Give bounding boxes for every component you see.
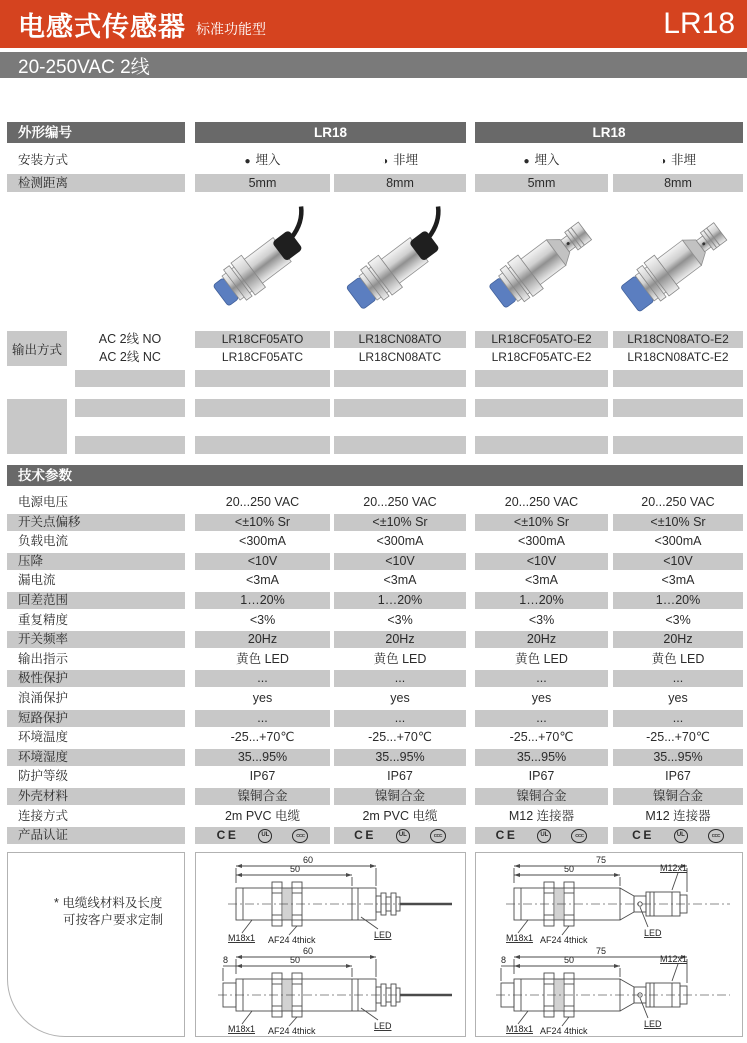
param-value: -25...+70℃ [509, 730, 574, 745]
main-content [7, 122, 743, 1037]
model-number: LR18CN08ATO-E2 [613, 331, 743, 348]
tech-params-table [7, 494, 743, 844]
mounting-option [475, 151, 608, 169]
empty-cell [475, 399, 608, 417]
certification-cell [195, 827, 330, 844]
model-number: LR18CF05ATO-E2 [475, 331, 608, 348]
output-type-label: AC 2线 NO [98, 332, 162, 346]
empty-cell [475, 436, 608, 454]
dim-tip: 8 [501, 954, 507, 965]
empty-cell [334, 436, 466, 454]
param-label: 极性保护 [7, 670, 185, 687]
dim-body: 50 [564, 954, 575, 965]
flush-icon: ● [244, 156, 251, 167]
param-label: 电源电压 [18, 495, 69, 509]
nut-label: AF24 4thick [540, 935, 588, 944]
param-value: 35...95% [334, 749, 466, 766]
empty-cell [75, 370, 185, 387]
param-value: IP67 [528, 769, 555, 784]
sensor-photo-connector-flush [475, 194, 608, 330]
non-flush-icon: ◑ [659, 156, 667, 167]
param-value: <300mA [239, 534, 286, 549]
ccc-mark-text: CCC [711, 833, 720, 839]
ul-mark-text: UL [261, 832, 270, 839]
sensor-image [476, 194, 608, 330]
dim-total: 75 [596, 945, 607, 956]
param-value: ... [334, 670, 466, 687]
param-row [7, 533, 743, 550]
ccc-mark-text: CCC [575, 833, 584, 839]
param-value: M12 连接器 [508, 808, 575, 823]
param-value: <10V [613, 553, 743, 570]
param-value: 20...250 VAC [504, 495, 579, 509]
param-value: M12 连接器 [645, 808, 711, 823]
mounting-option-label: 非埋 [393, 153, 419, 167]
ccc-mark-icon [708, 829, 724, 843]
param-value: 1…20% [475, 592, 608, 609]
param-value: <3% [665, 612, 691, 627]
sensor-photo-cable-nonflush [334, 194, 466, 330]
output-type-label: AC 2线 NC [99, 349, 161, 364]
param-row [7, 651, 743, 668]
sensor-image [198, 194, 328, 330]
param-value: <10V [475, 553, 608, 570]
param-row [7, 670, 743, 687]
param-label: 压降 [7, 553, 185, 570]
note-box [7, 852, 185, 1037]
spec-banner-text: 20-250VAC 2线 [18, 56, 150, 78]
output-section [7, 331, 743, 455]
led-label: LED [373, 1020, 392, 1031]
param-value: <300mA [518, 534, 565, 549]
param-label: 负载电流 [18, 534, 69, 549]
param-value: 1…20% [195, 592, 330, 609]
distance-label: 检测距离 [7, 174, 185, 192]
note-line-2: 可按客户要求定制 [63, 913, 164, 928]
param-row [7, 553, 743, 570]
output-label: 输出方式 [7, 331, 67, 366]
ce-mark-icon: CE [632, 828, 654, 843]
param-label: 环境温度 [18, 730, 69, 745]
thread-label: M18x1 [227, 933, 255, 944]
mounting-option [195, 151, 330, 169]
param-row [7, 808, 743, 825]
sensor-photo-connector-nonflush [613, 194, 743, 330]
dim-total: 75 [596, 855, 607, 866]
param-value: <3% [387, 612, 413, 627]
param-value: IP67 [387, 769, 413, 784]
param-value: 20...250 VAC [641, 495, 715, 509]
param-row [7, 572, 743, 589]
model-number: LR18CN08ATO [334, 331, 466, 348]
footer-boxes [7, 852, 743, 1037]
empty-cell [613, 370, 743, 387]
ce-mark-icon: CE [354, 828, 376, 843]
ul-mark-text: UL [676, 832, 685, 839]
param-label: 开关频率 [7, 631, 185, 648]
param-value: 黄色 LED [651, 651, 705, 666]
note-line-1: * 电缆线材料及长度 [54, 896, 163, 911]
mounting-row [7, 151, 743, 169]
ce-mark-icon: CE [216, 828, 239, 843]
param-value: yes [390, 690, 410, 705]
connector-thread-label: M12x1 [660, 863, 688, 874]
ccc-mark-icon [292, 829, 308, 843]
param-value: 镍铜合金 [334, 788, 466, 805]
output-row-empty [75, 399, 743, 417]
ce-mark-icon: CE [495, 828, 518, 843]
param-label: 连接方式 [18, 808, 69, 823]
empty-cell [75, 399, 185, 417]
selection-header-row [7, 122, 743, 143]
nut-label: AF24 4thick [540, 1025, 588, 1034]
mounting-option-label: 埋入 [534, 153, 560, 167]
param-value: 35...95% [475, 749, 608, 766]
distance-row [7, 174, 743, 192]
ul-mark-icon [258, 829, 272, 843]
non-flush-icon: ◑ [381, 156, 389, 167]
param-row [7, 592, 743, 609]
connector-drawing-box [475, 852, 743, 1037]
empty-cell [75, 436, 185, 454]
ul-mark-icon [537, 829, 551, 843]
header-bar [0, 0, 747, 48]
ul-mark-text: UL [398, 832, 407, 839]
sensor-photo-cable-flush [195, 194, 330, 330]
param-value: 2m PVC 电缆 [362, 808, 438, 823]
param-value: 1…20% [613, 592, 743, 609]
param-value: 20Hz [475, 631, 608, 648]
series-header-1: LR18 [195, 122, 466, 143]
dimension-drawing-connector-flush [484, 855, 734, 943]
product-image-row [7, 192, 743, 331]
param-label: 开关点偏移 [7, 514, 185, 531]
empty-cell [195, 370, 330, 387]
dim-body: 50 [289, 864, 300, 875]
model-number: LR18CN08ATC-E2 [627, 349, 729, 364]
distance-value: 8mm [334, 174, 466, 192]
param-value: <3mA [524, 573, 558, 588]
param-value: 20...250 VAC [363, 495, 437, 509]
shape-header: 外形编号 [7, 122, 185, 143]
param-value: ... [334, 710, 466, 727]
dim-body: 50 [564, 864, 575, 875]
param-value: 20Hz [613, 631, 743, 648]
param-value: 2m PVC 电缆 [224, 808, 300, 823]
ul-mark-icon [674, 829, 688, 843]
param-value: 1…20% [334, 592, 466, 609]
param-value: IP67 [665, 769, 691, 784]
certification-cell [475, 827, 608, 844]
param-value: 镍铜合金 [475, 788, 608, 805]
empty-cell [195, 436, 330, 454]
param-value: 20Hz [334, 631, 466, 648]
led-label: LED [644, 928, 662, 939]
mounting-option [613, 151, 743, 169]
ccc-mark-text: CCC [433, 833, 442, 839]
param-label: 短路保护 [7, 710, 185, 727]
distance-value: 8mm [613, 174, 743, 192]
led-label: LED [644, 1018, 662, 1029]
param-row [7, 494, 743, 511]
param-value: -25...+70℃ [368, 730, 432, 745]
param-value: 20...250 VAC [225, 495, 300, 509]
param-value: ... [613, 670, 743, 687]
dimension-drawing-cable-flush [206, 855, 456, 943]
model-number: LR18CN08ATC [358, 349, 442, 364]
param-value: <3% [528, 612, 555, 627]
param-value: 镍铜合金 [195, 788, 330, 805]
param-label: 产品认证 [7, 827, 185, 844]
mounting-label: 安装方式 [18, 153, 69, 167]
param-value: 黄色 LED [236, 651, 289, 666]
param-value: <300mA [654, 534, 702, 549]
param-value: yes [252, 690, 273, 705]
param-value: ... [475, 710, 608, 727]
empty-cell [334, 399, 466, 417]
param-value: <3mA [245, 573, 279, 588]
mounting-option-label: 非埋 [671, 153, 697, 167]
param-value: <±10% Sr [475, 514, 608, 531]
param-value: 35...95% [195, 749, 330, 766]
param-value: ... [475, 670, 608, 687]
param-value: <3mA [661, 573, 695, 588]
param-value: <±10% Sr [613, 514, 743, 531]
param-value: 黄色 LED [373, 651, 427, 666]
param-row [7, 710, 743, 727]
ul-mark-icon [396, 829, 410, 843]
param-value: -25...+70℃ [230, 730, 295, 745]
param-row [7, 690, 743, 707]
param-value: <±10% Sr [334, 514, 466, 531]
output-row-empty [75, 436, 743, 454]
param-row [7, 768, 743, 785]
connector-thread-label: M12x1 [660, 953, 688, 964]
thread-label: M18x1 [506, 1023, 534, 1034]
param-value: yes [531, 690, 552, 705]
dim-total: 60 [302, 855, 313, 866]
param-row [7, 729, 743, 746]
nut-label: AF24 4thick [267, 1025, 316, 1034]
certification-cell [334, 827, 466, 844]
spec-banner [0, 52, 747, 78]
param-value: ... [195, 710, 330, 727]
distance-value: 5mm [195, 174, 330, 192]
param-label: 防护等级 [18, 769, 69, 784]
page-subtitle: 标准功能型 [196, 21, 266, 37]
empty-label-cell [7, 399, 67, 454]
param-value: IP67 [249, 769, 276, 784]
param-row [7, 749, 743, 766]
param-value: <3% [249, 612, 276, 627]
param-value: 35...95% [613, 749, 743, 766]
model-number: LR18CF05ATC-E2 [491, 349, 592, 364]
param-value: 20Hz [195, 631, 330, 648]
param-value: <300mA [376, 534, 424, 549]
certification-cell [613, 827, 743, 844]
param-row [7, 631, 743, 648]
param-row [7, 788, 743, 805]
param-label: 环境湿度 [7, 749, 185, 766]
sensor-image [335, 194, 465, 330]
dim-total: 60 [302, 945, 313, 956]
param-label: 浪涌保护 [18, 690, 69, 705]
mounting-option [334, 151, 466, 169]
cable-drawing-box [195, 852, 466, 1037]
flush-icon: ● [523, 156, 530, 167]
empty-cell [195, 399, 330, 417]
param-value: ... [195, 670, 330, 687]
param-label: 外壳材料 [7, 788, 185, 805]
model-number: LR18CF05ATC [221, 349, 304, 364]
series-label: LR18 [663, 7, 735, 40]
ccc-mark-icon [571, 829, 587, 843]
nut-label: AF24 4thick [267, 935, 316, 944]
param-value: 镍铜合金 [613, 788, 743, 805]
param-label: 重复精度 [18, 612, 69, 627]
param-value: <10V [195, 553, 330, 570]
param-value: 黄色 LED [515, 651, 568, 666]
page-title: 电感式传感器 [18, 11, 186, 42]
dim-tip: 8 [222, 954, 228, 965]
param-row [7, 612, 743, 629]
led-label: LED [373, 930, 392, 941]
dim-body: 50 [289, 954, 300, 965]
param-value: <±10% Sr [195, 514, 330, 531]
dimension-drawing-connector-nonflush [484, 946, 734, 1034]
ccc-mark-icon [430, 829, 446, 843]
dimension-drawing-cable-nonflush [206, 946, 456, 1034]
thread-label: M18x1 [227, 1023, 255, 1034]
param-label: 回差范围 [7, 592, 185, 609]
model-number: LR18CF05ATO [195, 331, 330, 348]
param-value: <10V [334, 553, 466, 570]
param-label: 输出指示 [18, 651, 69, 666]
ccc-mark-text: CCC [296, 833, 305, 839]
param-row [7, 514, 743, 531]
sensor-image [613, 194, 743, 330]
param-value: ... [613, 710, 743, 727]
param-value: -25...+70℃ [646, 730, 710, 745]
param-value: yes [668, 690, 688, 705]
empty-cell [613, 436, 743, 454]
output-row-empty [75, 370, 743, 387]
mounting-option-label: 埋入 [255, 153, 281, 167]
series-header-2: LR18 [475, 122, 743, 143]
param-value: <3mA [383, 573, 417, 588]
output-row-nc [75, 349, 743, 366]
empty-cell [613, 399, 743, 417]
distance-value: 5mm [475, 174, 608, 192]
param-row-certification [7, 827, 743, 844]
tech-params-header: 技术参数 [7, 465, 743, 486]
param-label: 漏电流 [18, 573, 56, 588]
empty-cell [334, 370, 466, 387]
ul-mark-text: UL [540, 832, 549, 839]
thread-label: M18x1 [506, 933, 534, 944]
output-row-no [75, 331, 743, 348]
empty-cell [475, 370, 608, 387]
